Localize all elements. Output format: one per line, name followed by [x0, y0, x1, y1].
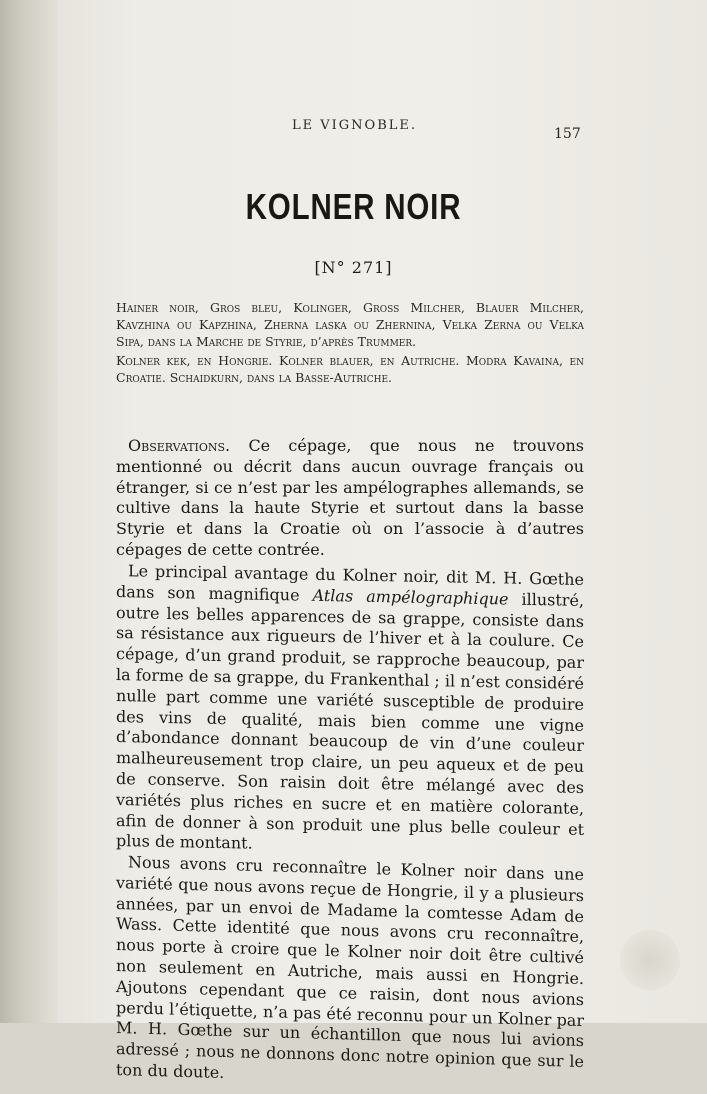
paragraph-1-text: Ce cépage, que nous ne trouvons mentionné ou décrit dans aucun ouvrage français ou étranger, si ce n’est par les ampélographes allemands, se cultive dans la haute Styrie et surtout dans la basse Styrie et dans la Croatie où on l’associe à d’autres cépages de cette contrée.	[116, 436, 584, 559]
paper-stain	[620, 930, 680, 990]
paragraph-2-end: illustré, outre les belles apparences de sa grappe, consiste dans sa résistance aux rigueurs de l’hiver et à la coulure. Ce cépage, d’un grand produit, se rapproche beaucoup, par la forme de sa grappe, du Frankenthal ; il n’est considéré nulle part comme une variété susceptible de produire des vins de qualité, mais bien comme une vigne d’abondance donnant beaucoup de vin d’une couleur malheureusement trop claire, un peu aqueux et de peu de conserve. Son raisin doit être mélangé avec des variétés plus riches en sucre et en matière colorante, afin de donner à son produit une plus belle couleur et plus de montant.	[116, 589, 585, 853]
paragraph-2-start: Le principal avantage du Kolner noir, dit M. H. Gœthe dans son magnifique	[116, 561, 584, 605]
paragraph-hongrie: Nous avons cru reconnaître le Kolner noir dans une variété que nous avons reçue de Hongrie, il y a plusieurs années, par un envoi de Madame la comtesse Adam de Wass. Cette identité que nous avons cru reconnaître, nous porte à croire que le Kolner noir doit être cultivé non seulement en Autriche, mais aussi en Hongrie. Ajoutons cependant que ce raisin, dont nous avions perdu l’étiquette, n’a pas été reconnu pour un Kolner par M. H. Gœthe sur un échantillon que nous lui avions adressé ; nous ne donnons donc notre opinion que sur le ton du doute.	[116, 852, 584, 1082]
atlas-title: Atlas ampélographique	[312, 585, 509, 609]
synonyms-styrie: Hainer noir, Gros bleu, Kolinger, Gross Milcher, Blauer Milcher, Kavzhina ou Kapzhina, Zherna laska ou Zhernina, Velka Zerna ou Velka Sipa, dans la Marche de Styrie, d’après Trummer.	[116, 300, 584, 349]
synonyms-block	[116, 299, 584, 386]
synonyms-other-regions: Kolner kek, en Hongrie. Kolner blauer, en Autriche. Modra Kavaina, en Croatie. Schaidkurn, dans la Basse-Autriche.	[116, 353, 584, 385]
page-title: KOLNER NOIR	[245, 186, 462, 227]
page-number: 157	[554, 126, 581, 142]
observations-label: Observations.	[128, 436, 231, 455]
body-text	[116, 436, 584, 1081]
paragraph-goethe	[116, 561, 584, 861]
running-head: LE VIGNOBLE.	[292, 118, 418, 133]
book-gutter	[0, 0, 58, 1023]
catalog-number: [N° 271]	[314, 258, 393, 277]
paragraph-observations	[116, 436, 584, 561]
